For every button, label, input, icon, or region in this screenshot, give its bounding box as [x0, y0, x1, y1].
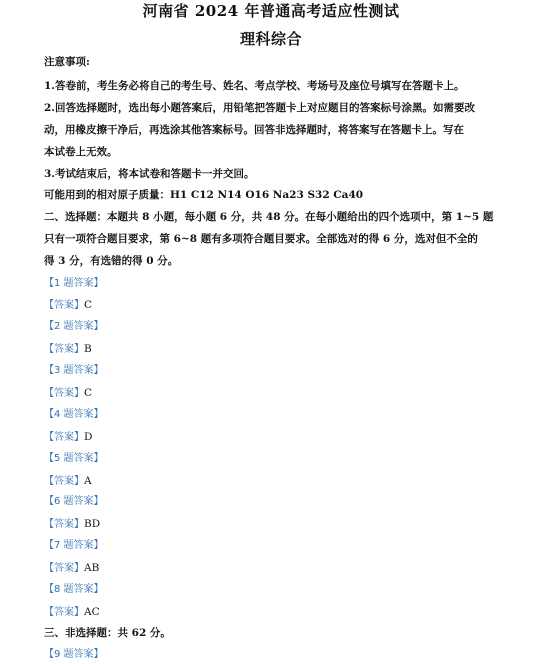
question-label: 【6 题答案】 — [44, 496, 104, 507]
section2-line: 得 3 分，有选错的得 0 分。 — [44, 255, 179, 267]
answer-tag: 【答案】 — [44, 563, 84, 574]
answer-value: C — [84, 387, 93, 399]
section2-line: 只有一项符合题目要求，第 6~8 题有多项符合题目要求。全部选对的得 6 分，选对但不全的 — [44, 233, 478, 245]
page-title: 河南省 2024 年普通高考适应性测试 — [142, 2, 400, 20]
answer-line — [44, 386, 514, 401]
answer-line — [44, 298, 514, 313]
question-label: 【5 题答案】 — [44, 453, 104, 464]
notice-line: 本试卷上无效。 — [44, 146, 118, 158]
question-label: 【8 题答案】 — [44, 584, 104, 595]
answer-tag: 【答案】 — [44, 607, 84, 618]
answer-tag: 【答案】 — [44, 388, 84, 399]
question-label: 【4 题答案】 — [44, 409, 104, 420]
answer-value: AB — [84, 562, 100, 574]
answer-value: AC — [84, 606, 100, 618]
answer-value: C — [84, 299, 93, 311]
answer-value: D — [84, 431, 93, 443]
answer-line — [44, 517, 514, 532]
answer-tag: 【答案】 — [44, 432, 84, 443]
question-label: 【1 题答案】 — [44, 278, 104, 289]
page-subtitle: 理科综合 — [239, 30, 302, 48]
answer-value: B — [84, 343, 92, 355]
answer-line — [44, 561, 514, 576]
notice-line: 动，用橡皮擦干净后，再选涂其他答案标号。回答非选择题时，将答案写在答题卡上。写在 — [44, 124, 464, 136]
answer-line — [44, 474, 514, 489]
answer-line — [44, 430, 514, 445]
answer-tag: 【答案】 — [44, 300, 84, 311]
answer-value: A — [84, 475, 92, 487]
answer-tag: 【答案】 — [44, 519, 84, 530]
notice-line: 2.回答选择题时，选出每小题答案后，用铅笔把答题卡上对应题目的答案标号涂黑。如需要改 — [44, 102, 475, 114]
question-label: 【3 题答案】 — [44, 365, 104, 376]
notice-heading: 注意事项: — [44, 56, 90, 68]
answer-value: BD — [84, 518, 101, 530]
question-label: 【7 题答案】 — [44, 540, 104, 551]
answer-tag: 【答案】 — [44, 476, 84, 487]
section2-line: 二、选择题：本题共 8 小题，每小题 6 分，共 48 分。在每小题给出的四个选项中，第 1~5 题 — [44, 211, 494, 223]
question-label: 【9 题答案】 — [44, 649, 104, 660]
answer-line — [44, 342, 514, 357]
notice-line: 1.答卷前，考生务必将自己的考生号、姓名、考点学校、考场号及座位号填写在答题卡上。 — [44, 80, 465, 92]
answer-tag: 【答案】 — [44, 344, 84, 355]
section3-heading: 三、非选择题：共 62 分。 — [44, 627, 171, 639]
atomic-masses: 可能用到的相对原子质量：H1 C12 N14 O16 Na23 S32 Ca40 — [44, 189, 364, 201]
notice-line: 3.考试结束后，将本试卷和答题卡一并交回。 — [44, 168, 255, 180]
question-label: 【2 题答案】 — [44, 321, 104, 332]
answer-line — [44, 605, 514, 620]
